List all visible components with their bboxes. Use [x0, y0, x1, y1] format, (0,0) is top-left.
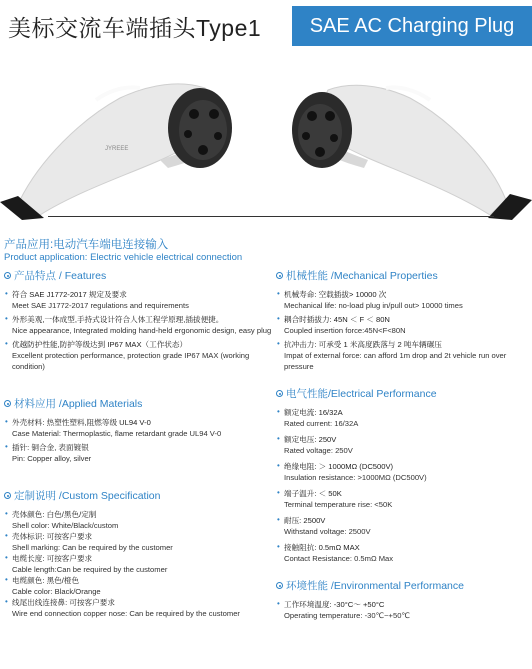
bullet-circle-icon: [276, 390, 283, 397]
environmental-section: [276, 578, 532, 621]
custom-title: 定制说明 /Custom Specification: [4, 488, 272, 503]
charging-plug-right: [292, 85, 532, 220]
list-item: • 抗冲击力: 可承受 1 米高度跌落与 2 吨车辆碾压 Impat of external force: can afford 1m drop and 2t vehicle run over pressure: [276, 339, 532, 372]
list-item: • 壳体颜色: 白色/黑色/定制 Shell color: White/Black/custom: [4, 509, 272, 531]
list-item: • 符合 SAE J1772-2017 规定及要求 Meet SAE J1772-2017 regulations and requirements: [4, 289, 272, 311]
materials-title: 材料应用 /Applied Materials: [4, 396, 272, 411]
list-item: • 耦合时插拔力: 45N ＜ F ＜ 80N Coupled insertion force:45N<F<80N: [276, 314, 532, 336]
page-title-cn: 美标交流车端插头Type1: [8, 15, 262, 41]
list-item: • 机械寿命: 空载插拔> 10000 次 Mechanical life: no-load plug in/pull out> 10000 times: [276, 289, 532, 311]
list-item: • 电缆颜色: 黑色/橙色 Cable color: Black/Orange: [4, 575, 272, 597]
list-item: • 工作环境温度: -30°C～ +50°C Operating temperature: -30℃~+50℃: [276, 599, 532, 621]
product-photo: [0, 50, 532, 220]
electrical-section: [276, 386, 532, 564]
divider-line: [48, 216, 494, 217]
list-item: • 插针: 铜合金, 表面镀银 Pin: Copper alloy, silver: [4, 442, 272, 464]
bullet-circle-icon: [4, 400, 11, 407]
page-header: [0, 0, 532, 50]
list-item: • 外形美观,一体成型,手持式设计符合人体工程学原理,插拔便捷。 Nice appearance, Integrated molding hand-held ergonomic design, easy plug: [4, 314, 272, 336]
list-item: • 外壳材料: 热塑性塑料,阻燃等级 UL94 V-0 Case Material: Thermoplastic, flame retardant grade UL94 V-0: [4, 417, 272, 439]
bullet-circle-icon: [276, 272, 283, 279]
materials-section: [4, 396, 272, 464]
environmental-title: 环境性能 /Environmental Performance: [276, 578, 532, 593]
right-column: [276, 268, 532, 621]
mechanical-title: 机械性能 /Mechanical Properties: [276, 268, 532, 283]
product-photos: [0, 50, 532, 220]
list-item: • 线尾出线连接鼻: 可按客户要求 Wire end connection copper nose: Can be required by the customer: [4, 597, 272, 619]
list-item: • 额定电流: 16/32A Rated current: 16/32A: [276, 407, 532, 429]
list-item: • 端子温升: ＜ 50K Terminal temperature rise: <50K: [276, 488, 532, 510]
list-item: • 接触阻抗: 0.5mΩ MAX Contact Resistance: 0.5mΩ Max: [276, 542, 532, 564]
brand-text-left: JYREEE: [105, 146, 129, 152]
application-en: Product application: Electric vehicle electrical connection: [4, 252, 243, 263]
list-item: • 壳体标识: 可按客户要求 Shell marking: Can be required by the customer: [4, 531, 272, 553]
list-item: • 耐压: 2500V Withstand voltage: 2500V: [276, 515, 532, 537]
features-title: 产品特点 / Features: [4, 268, 272, 283]
features-section: [4, 268, 272, 372]
page-title-en: SAE AC Charging Plug: [292, 6, 532, 46]
electrical-title: 电气性能/Electrical Performance: [276, 386, 532, 401]
list-item: • 优越防护性能,防护等级达到 IP67 MAX（工作状态） Excellent protection performance, protection grade IP67 MAX (working condition): [4, 339, 272, 372]
left-column: [4, 268, 272, 619]
bullet-circle-icon: [4, 272, 11, 279]
bullet-circle-icon: [4, 492, 11, 499]
charging-plug-left: [0, 84, 232, 220]
list-item: • 额定电压: 250V Rated voltage: 250V: [276, 434, 532, 456]
bullet-circle-icon: [276, 582, 283, 589]
list-item: • 绝缘电阻: ＞ 1000MΩ (DC500V) Insulation resistance: >1000MΩ (DC500V): [276, 461, 532, 483]
mechanical-section: [276, 268, 532, 372]
list-item: • 电缆长度: 可按客户要求 Cable length:Can be required by the customer: [4, 553, 272, 575]
custom-section: [4, 488, 272, 619]
application-cn: 产品应用:电动汽车端电连接输入: [4, 239, 169, 251]
